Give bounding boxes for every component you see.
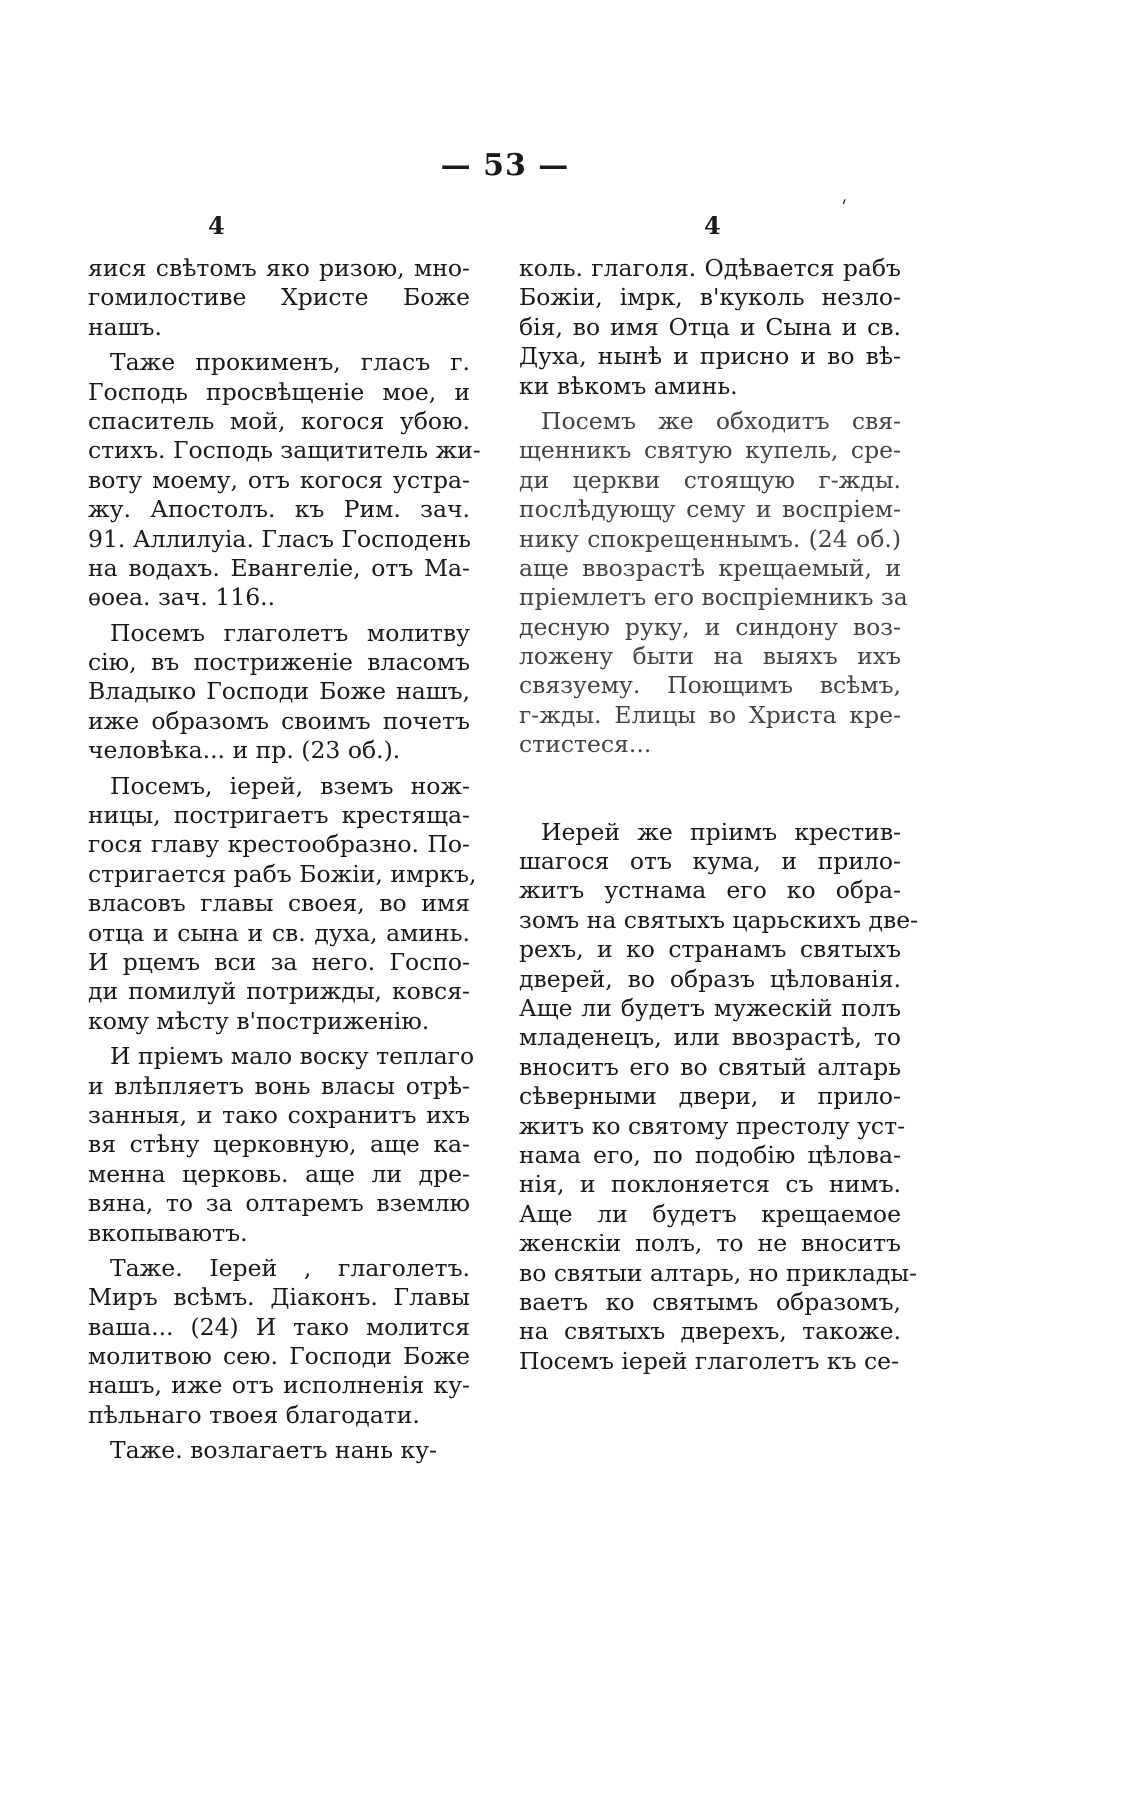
paragraph [519, 254, 901, 401]
text-line: ницы, постригаетъ крестяща- [88, 801, 470, 830]
text-line: спаситель мой, когося убою. [88, 406, 470, 435]
text-line: Иерей же пріимъ крестив- [541, 817, 901, 846]
text-line: житъ устнама его ко обра- [519, 876, 901, 905]
text-line: Аще ли будетъ мужескій полъ [519, 993, 901, 1022]
text-line: И пріемъ мало воску теплаго [110, 1042, 475, 1071]
text-line: ки вѣкомъ аминь. [519, 371, 738, 400]
text-line: ваша... (24) И тако молится [88, 1312, 470, 1341]
text-line: кому мѣсту в'постриженію. [88, 1006, 430, 1035]
text-line: Таже. возлагаетъ нань ку- [110, 1436, 437, 1465]
text-line: И рцемъ вси за него. Госпо- [88, 947, 470, 976]
text-line: зомъ на святыхъ царьскихъ две- [519, 905, 919, 934]
text-line: г-жды. Елицы во Христа кре- [519, 700, 901, 729]
text-line: Аще ли будетъ крещаемое [519, 1199, 901, 1228]
paragraph [88, 254, 470, 342]
paragraph [88, 1436, 470, 1465]
text-line: отца и сына и св. духа, аминь. [88, 918, 470, 947]
text-line: на водахъ. Евангеліе, отъ Ма- [88, 553, 470, 582]
text-line: человѣка... и пр. (23 об.). [88, 736, 401, 765]
text-line: связуему. Поющимъ всѣмъ, [519, 671, 901, 700]
text-line: нику спокрещеннымъ. (24 об.) [519, 524, 901, 553]
text-line: вкопываютъ. [88, 1218, 248, 1247]
text-line: аще ввозрастѣ крещаемый, и [519, 553, 901, 582]
text-line: щенникъ святую купель, сре- [519, 436, 901, 465]
text-line: стистеся... [519, 730, 652, 759]
page-number: — 53 — [440, 148, 570, 183]
text-line: занныя, и тако сохранитъ ихъ [88, 1100, 470, 1129]
text-line: вноситъ его во святый алтарь [519, 1052, 901, 1081]
left-column-marker: 4 [208, 211, 225, 240]
text-line: ваетъ ко святымъ образомъ, [519, 1287, 901, 1316]
text-line: Посемъ, іерей, вземъ нож- [110, 771, 470, 800]
text-line: коль. глаголя. Одѣвается рабъ [519, 254, 901, 282]
text-line: 91. Аллилуіа. Гласъ Господень [88, 524, 471, 553]
text-line: Посемъ же обходитъ свя- [541, 406, 901, 435]
text-line: Таже. Іерей , глаголетъ. [110, 1253, 470, 1282]
text-line: стригается рабъ Божіи, имркъ, [88, 859, 477, 888]
text-line: сію, въ постриженіе власомъ [88, 648, 470, 677]
paragraph [88, 619, 470, 766]
text-line: Божіи, імрк, в'куколь незло- [519, 283, 901, 312]
text-line: младенецъ, или ввозрастѣ, то [519, 1023, 901, 1052]
text-line: ѳоеа. зач. 116.. [88, 583, 276, 612]
text-line: нашъ. [88, 312, 162, 341]
text-line: власовъ главы своея, во имя [88, 889, 470, 918]
paragraph-gap [519, 760, 901, 818]
text-line: дверей, во образъ цѣлованія. [519, 964, 901, 993]
text-line: сѣверными двери, и прило- [519, 1082, 901, 1111]
text-line: ложену быти на выяхъ ихъ [519, 642, 901, 671]
text-line: Таже прокименъ, гласъ г. [110, 348, 470, 377]
text-line: деснyю руку, и синдону воз- [519, 612, 901, 641]
text-line: стихъ. Господь защититель жи- [88, 436, 481, 465]
text-line: женскіи полъ, то не вноситъ [519, 1229, 901, 1258]
text-line: пріемлетъ его воспріемникъ за [519, 583, 908, 612]
paragraph [88, 1254, 470, 1430]
text-line: Посемъ іерей глаголетъ къ се- [519, 1346, 900, 1375]
text-line: шагося отъ кума, и прило- [519, 847, 901, 876]
text-line: во святыи алтарь, но приклады- [519, 1258, 918, 1287]
paragraph [88, 771, 477, 1037]
text-line: нама его, по подобію цѣлова- [519, 1140, 901, 1169]
text-line: рехъ, и ко странамъ святыхъ [519, 935, 901, 964]
paragraph [519, 406, 908, 760]
text-line: ди помилуй потрижды, ковся- [88, 977, 470, 1006]
text-line: бія, во имя Отца и Сына и св. [519, 312, 901, 341]
text-line: воту моему, отъ когося устра- [88, 465, 470, 494]
text-line: ди церкви стоящую г-жды. [519, 465, 901, 494]
text-line: Духа, нынѣ и присно и во вѣ- [519, 342, 901, 371]
text-line: вя стѣну церковную, аще ка- [88, 1130, 470, 1159]
text-line: нія, и поклоняется съ нимъ. [519, 1170, 901, 1199]
text-line: нашъ, иже отъ исполненія ку- [88, 1371, 470, 1400]
text-line: жу. Апостолъ. къ Рим. зач. [88, 495, 470, 524]
text-line: гомилостиве Христе Боже [88, 283, 470, 312]
text-line: Миръ всѣмъ. Діаконъ. Главы [88, 1283, 470, 1312]
right-column-body [519, 254, 919, 1376]
text-line: Владыко Господи Боже нашъ, [88, 677, 470, 706]
left-column-body [88, 254, 481, 1466]
text-line: Посемъ глаголетъ молитву [110, 618, 470, 647]
paragraph [88, 1042, 475, 1248]
text-line: гося главу крестообразно. По- [88, 830, 470, 859]
right-column-marker: 4 [704, 211, 721, 240]
text-line: послѣдующу сему и воспріем- [519, 495, 901, 524]
text-line: пѣльнаго твоея благодати. [88, 1400, 420, 1429]
paragraph [88, 348, 481, 613]
paragraph [519, 817, 919, 1376]
right-column [519, 211, 919, 1376]
text-line: и влѣпляетъ вонь власы отрѣ- [88, 1071, 470, 1100]
text-line: иже образомъ своимъ почетъ [88, 706, 470, 735]
left-column [88, 211, 481, 1466]
text-line: яися свѣтомъ яко ризою, мно- [88, 254, 470, 282]
stray-mark: ' [836, 195, 849, 218]
text-line: Господь просвѣщеніе мое, и [88, 377, 470, 406]
text-line: на святыхъ дверехъ, такоже. [519, 1317, 901, 1346]
text-line: житъ ко святому престолу уст- [519, 1111, 906, 1140]
text-line: молитвою сею. Господи Боже [88, 1342, 470, 1371]
text-line: менна церковь. аще ли дре- [88, 1159, 470, 1188]
text-line: вяна, то за олтаремъ вземлю [88, 1189, 470, 1218]
